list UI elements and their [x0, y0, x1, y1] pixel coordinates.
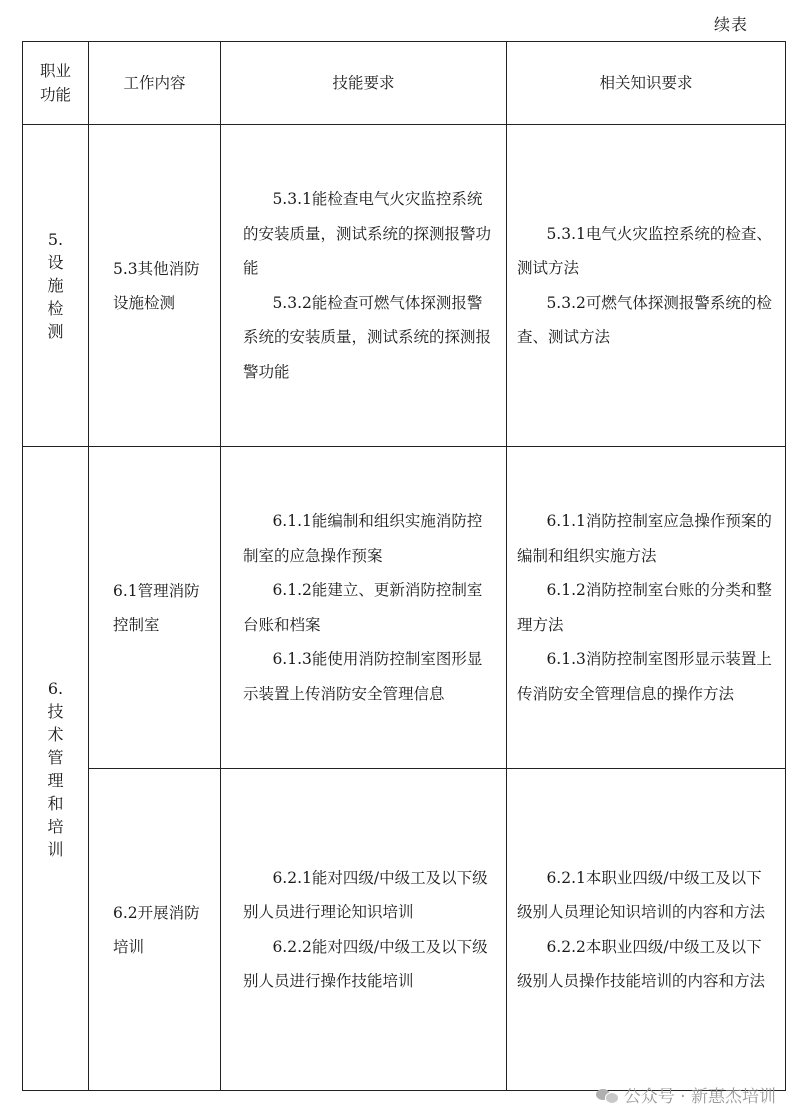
skill-item: 5.3.2能检查可燃气体探测报警系统的安装质量，测试系统的探测报警功能 [243, 293, 492, 381]
knowledge-cell [507, 125, 786, 447]
table-continued-caption: 续表 [713, 15, 748, 34]
table-row [23, 769, 786, 1091]
knowledge-item: 6.1.2消防控制室台账的分类和整理方法 [517, 581, 772, 634]
knowledge-item: 6.1.3消防控制室图形显示装置上传消防安全管理信息的操作方法 [517, 650, 772, 703]
header-row [23, 42, 786, 125]
skill-item: 6.2.2能对四级/中级工及以下级别人员进行操作技能培训 [243, 937, 488, 990]
skill-cell [221, 769, 507, 1091]
skill-cell [221, 447, 507, 769]
header-skill-requirements: 技能要求 [221, 42, 507, 125]
watermark [596, 1082, 776, 1107]
knowledge-cell [507, 769, 786, 1091]
skills-table [22, 41, 786, 1091]
knowledge-cell [507, 447, 786, 769]
wechat-icon [596, 1087, 618, 1103]
table-row [23, 125, 786, 447]
work-content-cell: 5.3其他消防设施检测 [89, 125, 221, 447]
header-knowledge-requirements: 相关知识要求 [507, 42, 786, 125]
knowledge-item: 6.2.1本职业四级/中级工及以下级别人员理论知识培训的内容和方法 [517, 868, 766, 921]
watermark-text: 公众号 · 新惠杰培训 [623, 1087, 776, 1107]
knowledge-item: 5.3.2可燃气体探测报警系统的检查、测试方法 [517, 293, 772, 346]
knowledge-item: 6.2.2本职业四级/中级工及以下级别人员操作技能培训的内容和方法 [517, 937, 766, 990]
work-content-cell: 6.1管理消防控制室 [89, 447, 221, 769]
header-function: 职业 功能 [23, 42, 89, 125]
skill-item: 5.3.1能检查电气火灾监控系统的安装质量，测试系统的探测报警功能 [243, 190, 492, 277]
knowledge-item: 6.1.1消防控制室应急操作预案的编制和组织实施方法 [517, 512, 772, 565]
header-work-content: 工作内容 [89, 42, 221, 125]
skill-item: 6.1.2能建立、更新消防控制室台账和档案 [243, 581, 483, 634]
function-cell-5: 5. 设 施 检 测 [23, 125, 89, 447]
function-cell-6: 6. 技 术 管 理 和 培 训 [23, 447, 89, 1091]
knowledge-item: 5.3.1电气火灾监控系统的检查、测试方法 [517, 224, 772, 277]
skill-item: 6.1.1能编制和组织实施消防控制室的应急操作预案 [243, 512, 483, 565]
skill-item: 6.2.1能对四级/中级工及以下级别人员进行理论知识培训 [243, 868, 488, 921]
skill-cell [221, 125, 507, 447]
table-row [23, 447, 786, 769]
work-content-cell: 6.2开展消防培训 [89, 769, 221, 1091]
skill-item: 6.1.3能使用消防控制室图形显示装置上传消防安全管理信息 [243, 650, 483, 703]
